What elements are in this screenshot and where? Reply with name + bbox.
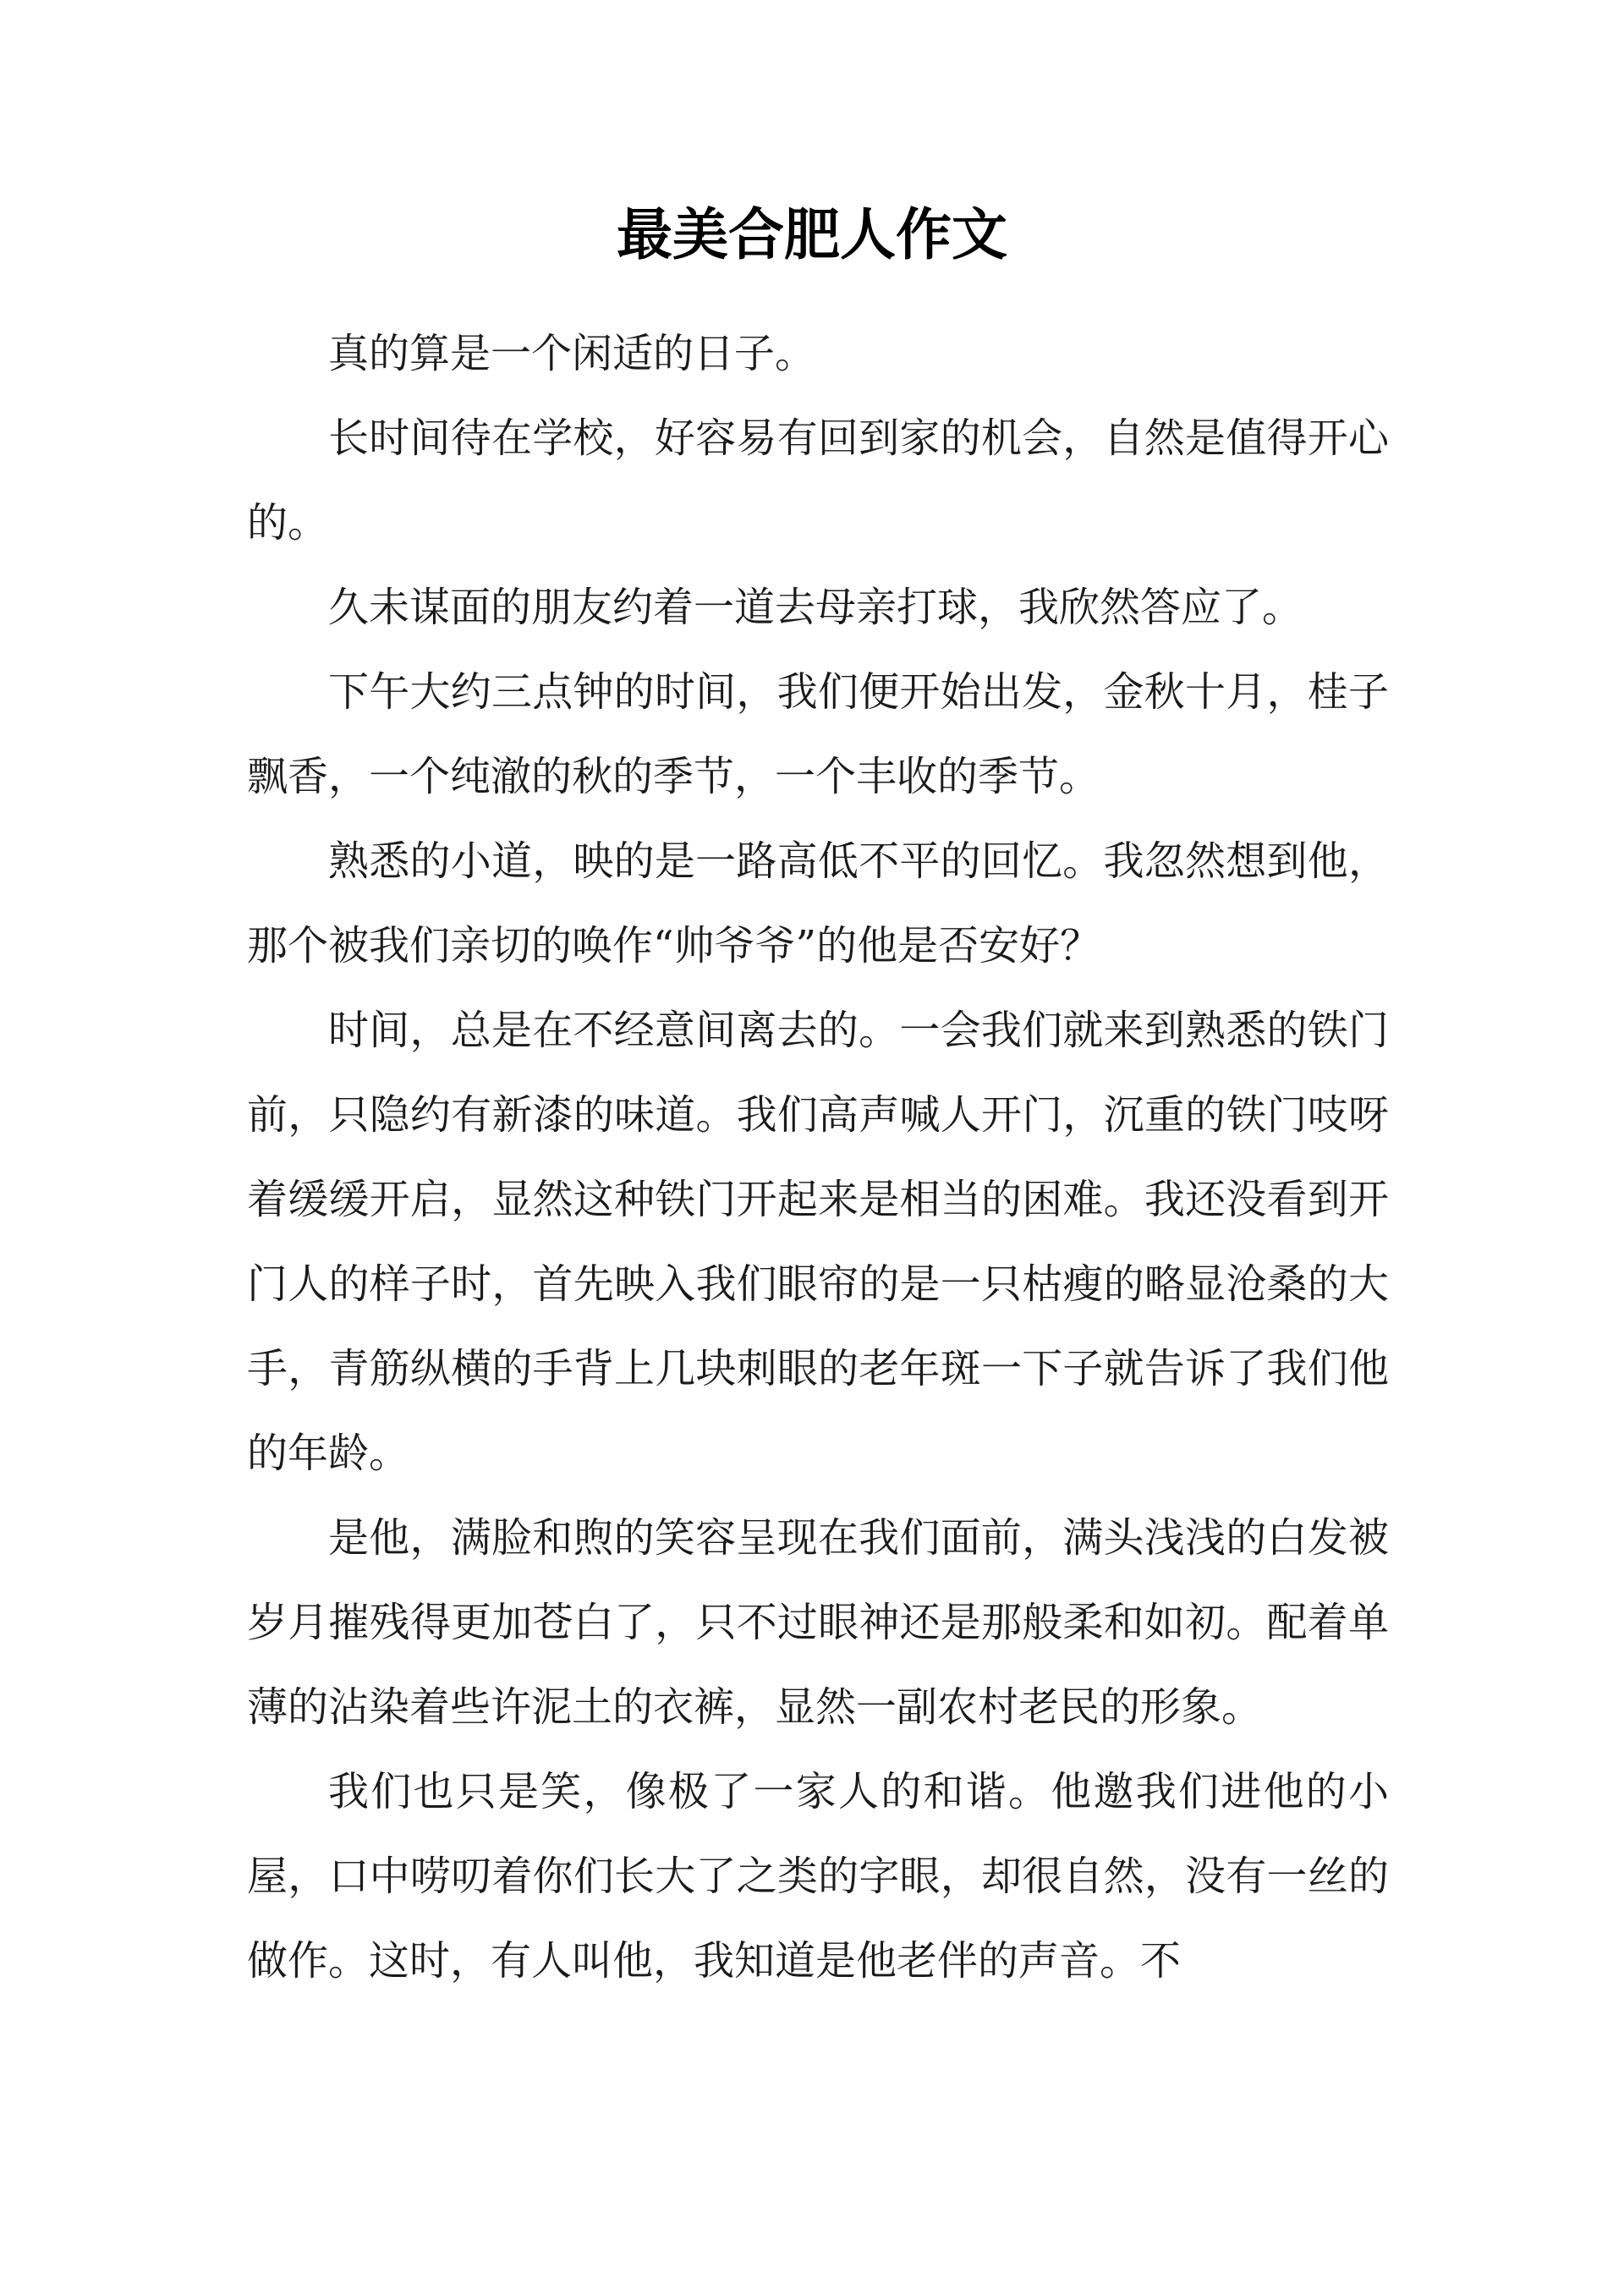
document-title: 最美合肥人作文	[617, 202, 1007, 267]
paragraph: 下午大约三点钟的时间，我们便开始出发，金秋十月，桂子飘香，一个纯澈的秋的季节，一个丰收的季节。	[247, 668, 1389, 800]
paragraph: 我们也只是笑，像极了一家人的和谐。他邀我们进他的小屋，口中唠叨着你们长大了之类的字眼，却很自然，没有一丝的做作。这时，有人叫他，我知道是他老伴的声音。不	[247, 1768, 1389, 1985]
paragraph: 时间，总是在不经意间离去的。一会我们就来到熟悉的铁门前，只隐约有新漆的味道。我们高声喊人开门，沉重的铁门吱呀着缓缓开启，显然这种铁门开起来是相当的困难。我还没看到开门人的样子时，首先映入我们眼帘的是一只枯瘦的略显沧桑的大手，青筋纵横的手背上几块刺眼的老年斑一下子就告诉了我们他的年龄。	[247, 1007, 1389, 1477]
document-body	[247, 311, 1389, 2003]
paragraph: 长时间待在学校，好容易有回到家的机会，自然是值得开心的。	[247, 415, 1389, 546]
paragraph: 熟悉的小道，映的是一路高低不平的回忆。我忽然想到他，那个被我们亲切的唤作“帅爷爷”的他是否安好？	[247, 837, 1389, 969]
paragraph: 真的算是一个闲适的日子。	[328, 330, 816, 377]
paragraph: 是他，满脸和煦的笑容呈现在我们面前，满头浅浅的白发被岁月摧残得更加苍白了，只不过眼神还是那般柔和如初。配着单薄的沾染着些许泥土的衣裤，显然一副农村老民的形象。	[247, 1514, 1389, 1731]
paragraph: 久未谋面的朋友约着一道去母亲打球，我欣然答应了。	[328, 584, 1303, 631]
